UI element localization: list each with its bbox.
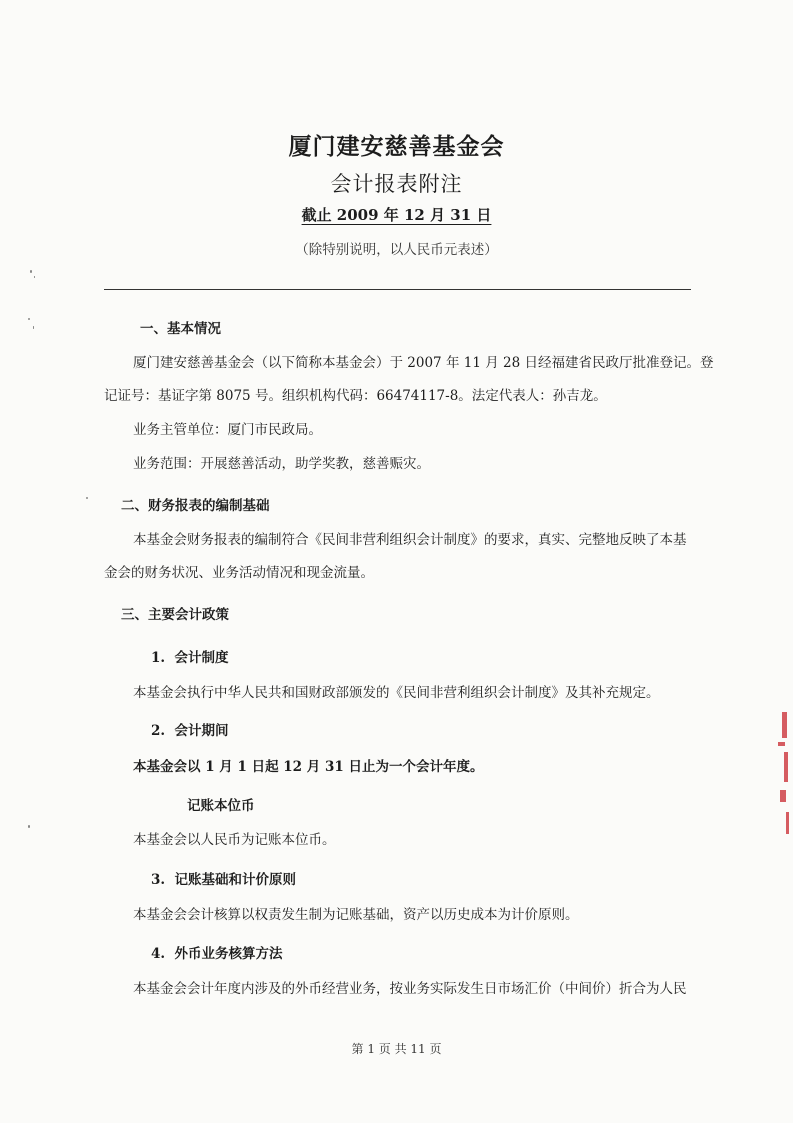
stamp-edge bbox=[782, 712, 787, 738]
scan-speck bbox=[30, 270, 32, 273]
supervising-unit: 业务主管单位：厦门市民政局。 bbox=[133, 422, 322, 438]
policy-3-title: 记账基础和计价原则 bbox=[174, 872, 296, 888]
policy-3-heading bbox=[151, 868, 296, 888]
page-footer: 第 1 页 共 11 页 bbox=[351, 1042, 442, 1056]
reporting-period bbox=[0, 204, 793, 225]
scan-speck bbox=[28, 825, 30, 828]
policy-4-heading bbox=[151, 942, 283, 962]
section-3-heading: 三、主要会计政策 bbox=[121, 607, 229, 623]
policy-currency-text: 本基金会以人民币为记账本位币。 bbox=[133, 832, 336, 848]
policy-currency-heading bbox=[187, 794, 255, 814]
policy-2-text: 本基金会以 1 月 1 日起 12 月 31 日止为一个会计年度。 bbox=[133, 759, 484, 775]
section-1-paragraph-line-1: 厦门建安慈善基金会（以下简称本基金会）于 2007 年 11 月 28 日经福建省民政厅批准登记。登 bbox=[133, 355, 714, 371]
policy-2-heading bbox=[151, 719, 229, 739]
policy-1-number: 1. bbox=[151, 650, 166, 666]
scan-speck bbox=[34, 276, 35, 278]
policy-4-number: 4. bbox=[151, 946, 166, 962]
section-2-paragraph-line-1: 本基金会财务报表的编制符合《民间非营利组织会计制度》的要求，真实、完整地反映了本基 bbox=[133, 532, 687, 548]
policy-3-text: 本基金会会计核算以权责发生制为记账基础，资产以历史成本为计价原则。 bbox=[133, 907, 579, 923]
stamp-edge bbox=[780, 790, 786, 802]
scan-speck bbox=[86, 497, 88, 499]
organization-title: 厦门建安慈善基金会 bbox=[288, 133, 505, 160]
header-divider bbox=[104, 289, 691, 290]
section-1-paragraph-line-2: 记证号：基证字第 8075 号。组织机构代码：66474117-8。法定代表人：孙吉龙。 bbox=[104, 388, 607, 404]
policy-4-title: 外币业务核算方法 bbox=[174, 946, 283, 962]
scan-speck bbox=[33, 326, 34, 329]
business-scope: 业务范围：开展慈善活动，助学奖教，慈善赈灾。 bbox=[133, 456, 430, 472]
policy-4-text: 本基金会会计年度内涉及的外币经营业务，按业务实际发生日市场汇价（中间价）折合为人民 bbox=[133, 981, 687, 997]
scan-speck bbox=[28, 318, 30, 320]
policy-currency-title: 记账本位币 bbox=[187, 798, 255, 814]
policy-2-number: 2. bbox=[151, 723, 166, 739]
policy-1-text: 本基金会执行中华人民共和国财政部颁发的《民间非营利组织会计制度》及其补充规定。 bbox=[133, 685, 660, 701]
stamp-edge bbox=[786, 812, 789, 834]
currency-note: （除特别说明，以人民币元表述） bbox=[295, 242, 498, 258]
policy-2-title: 会计期间 bbox=[174, 723, 229, 739]
reporting-period-text: 截止 2009 年 12 月 31 日 bbox=[301, 206, 492, 224]
document-title: 会计报表附注 bbox=[330, 172, 463, 196]
section-2-heading: 二、财务报表的编制基础 bbox=[121, 498, 270, 514]
section-2-paragraph-line-2: 金会的财务状况、业务活动情况和现金流量。 bbox=[104, 565, 374, 581]
stamp-edge bbox=[778, 742, 785, 746]
policy-1-heading bbox=[151, 646, 229, 666]
policy-1-title: 会计制度 bbox=[174, 650, 229, 666]
section-1-heading: 一、基本情况 bbox=[140, 321, 221, 337]
stamp-edge bbox=[784, 752, 788, 782]
policy-3-number: 3. bbox=[151, 872, 166, 888]
